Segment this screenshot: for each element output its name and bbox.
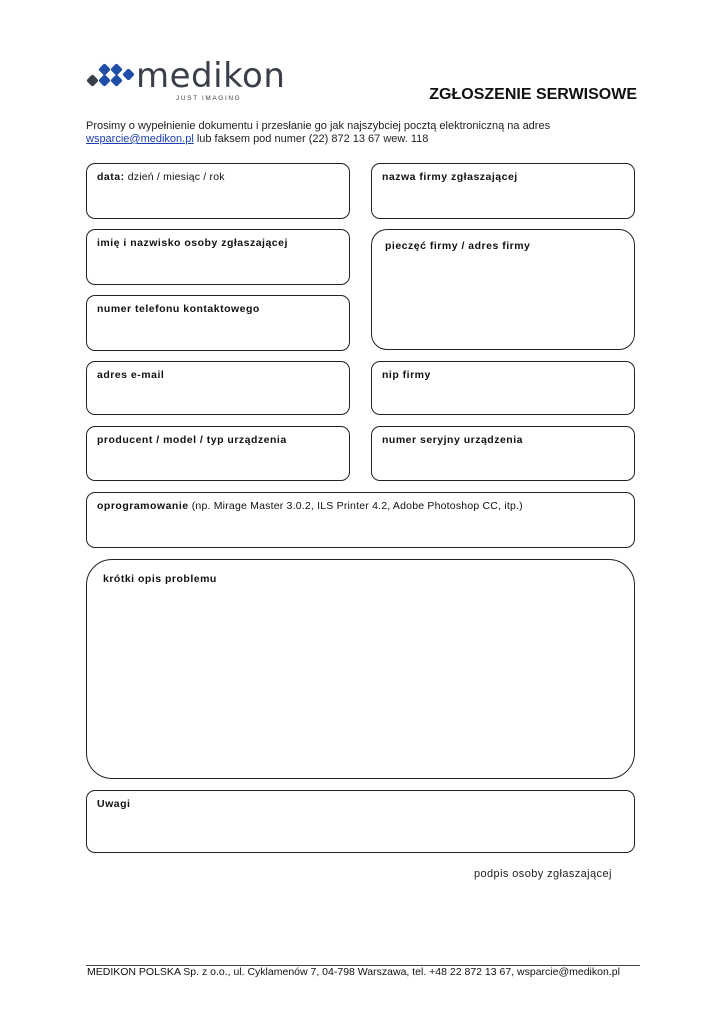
software-hint: (np. Mirage Master 3.0.2, ILS Printer 4.2, Adobe Photoshop CC, itp.) xyxy=(188,500,523,512)
software-field[interactable] xyxy=(86,492,635,548)
date-label: data: xyxy=(97,171,125,183)
phone-label: numer telefonu kontaktowego xyxy=(97,303,260,315)
serial-number-label: numer seryjny urządzenia xyxy=(382,434,523,446)
intro-text xyxy=(86,120,646,146)
device-label: producent / model / typ urządzenia xyxy=(97,434,287,446)
intro-before: Prosimy o wypełnienie dokumentu i przesłanie go jak najszybciej pocztą elektroniczną na adres xyxy=(86,120,551,132)
email-field[interactable] xyxy=(86,361,350,415)
logo-tagline: JUST IMAGING xyxy=(176,95,242,102)
logo-wordmark: medikon xyxy=(136,56,286,96)
problem-description-label: krótki opis problemu xyxy=(103,573,217,585)
date-field[interactable] xyxy=(86,163,350,219)
problem-description-field[interactable] xyxy=(86,559,635,779)
device-field[interactable] xyxy=(86,426,350,481)
notes-field[interactable] xyxy=(86,790,635,853)
intro-after: lub faksem pod numer (22) 872 13 67 wew. 118 xyxy=(193,133,429,145)
phone-field[interactable] xyxy=(86,295,350,351)
company-stamp-label: pieczęć firmy / adres firmy xyxy=(385,240,531,252)
footer-address: MEDIKON POLSKA Sp. z o.o., ul. Cyklamenów 7, 04-798 Warszawa, tel. +48 22 872 13 67, wsparcie@medikon.pl xyxy=(87,966,620,978)
company-name-label: nazwa firmy zgłaszającej xyxy=(382,171,518,183)
reporter-name-field[interactable] xyxy=(86,229,350,285)
nip-field[interactable] xyxy=(371,361,635,415)
support-email-link[interactable]: wsparcie@medikon.pl xyxy=(86,133,194,145)
date-hint: dzień / miesiąc / rok xyxy=(124,171,225,183)
company-name-field[interactable] xyxy=(371,163,635,219)
notes-label: Uwagi xyxy=(97,798,131,810)
nip-label: nip firmy xyxy=(382,369,431,381)
page-title: ZGŁOSZENIE SERWISOWE xyxy=(429,86,637,103)
email-label: adres e-mail xyxy=(97,369,165,381)
signature-label: podpis osoby zgłaszającej xyxy=(474,868,612,880)
serial-number-field[interactable] xyxy=(371,426,635,481)
company-stamp-field[interactable] xyxy=(371,229,635,350)
software-label: oprogramowanie xyxy=(97,500,189,512)
reporter-name-label: imię i nazwisko osoby zgłaszającej xyxy=(97,237,288,249)
